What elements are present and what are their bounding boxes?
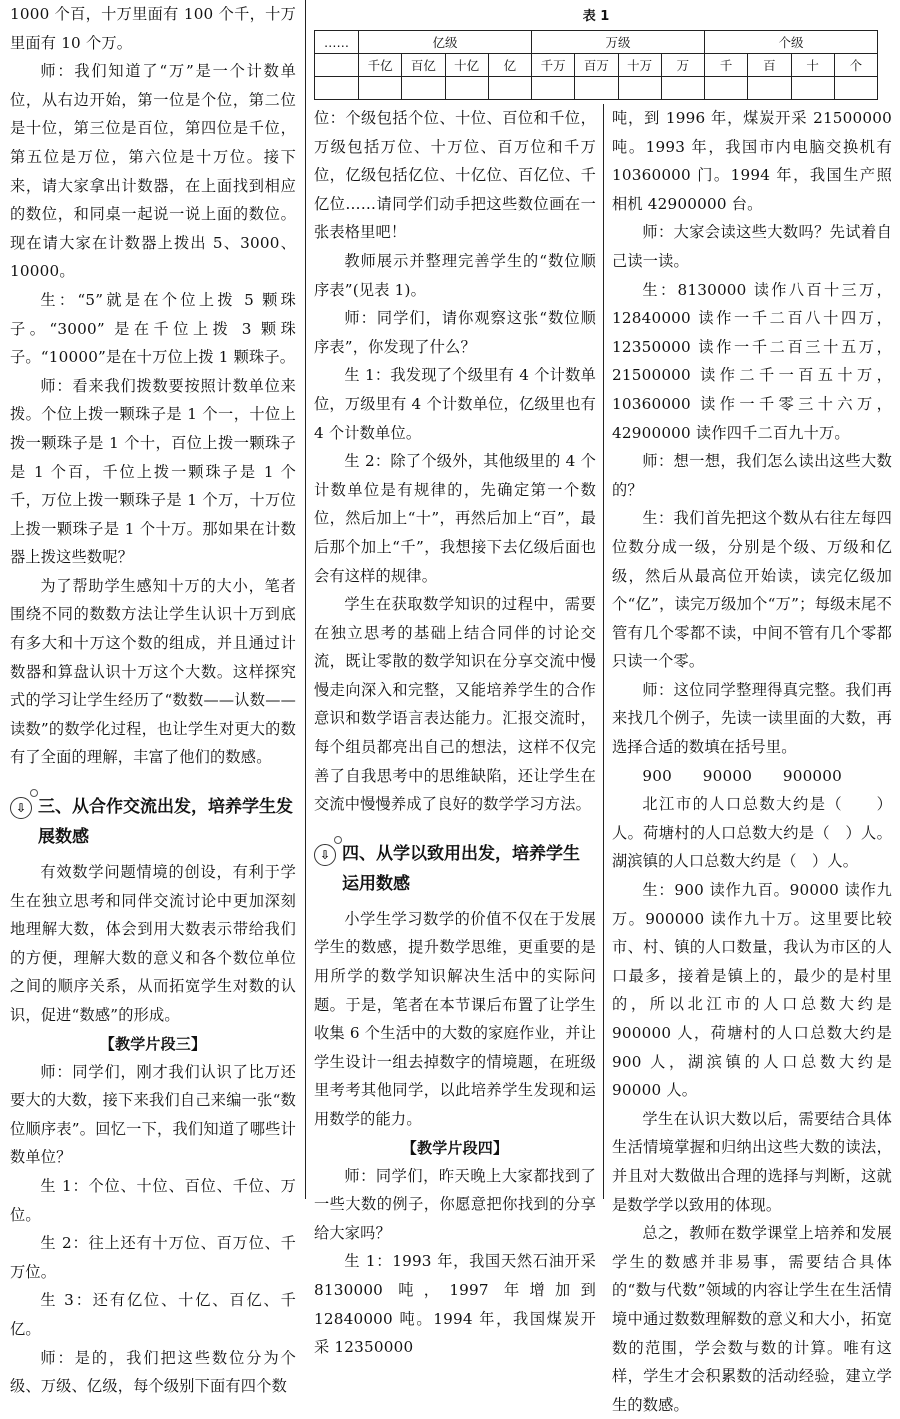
column-divider-right — [603, 104, 604, 1199]
paragraph: 生 2：除了个级外，其他级里的 4 个计数单位是有规律的，先确定第一个数位，然后加上“十”，再然后加上“百”，最后那个加上“千”，我想接下去亿级后面也会有这样的规律。 — [314, 452, 596, 585]
table-cell: 个 — [834, 54, 877, 77]
table-row — [315, 31, 878, 54]
paragraph: 小学生学习数学的价值不仅在于发展学生的数感，提升数学思维，更重要的是用所学的数学知识解决生活中的实际问题。于是，笔者在本节课后布置了让学生收集 6 个生活中的大数的家庭作业，并让学生设计一组去掉数字的情境题，在班级里考考其他同学，以此培养学生发现和运用数学的能力。 — [314, 909, 596, 1128]
paragraph: 师：想一想，我们怎么读出这些大数的？ — [612, 452, 892, 499]
paragraph: 学生在认识大数以后，需要结合具体生活情境掌握和归纳出这些大数的读法，并且对大数做出合理的选择与判断，这就是数学学以致用的体现。 — [612, 1109, 892, 1214]
paragraph: 师：我们知道了“万”是一个计数单位，从右边开始，第一位是个位，第二位是十位，第三位是百位，第四位是千位，第五位是万位，第六位是十万位。接下来，请大家拿出计数器，在上面找到相应的数位，和同桌一起说一说上面的数位。现在请大家在计数器上拨出 5、3000、10000。 — [10, 62, 296, 281]
paragraph: 师：同学们，刚才我们认识了比万还要大的大数，接下来我们自己来编一张“数位顺序表”。回忆一下，我们知道了哪些计数单位？ — [10, 1062, 296, 1167]
paragraph: 学生在获取数学知识的过程中，需要在独立思考的基础上结合同伴的讨论交流，既让零散的数学知识在分享交流中慢慢走向深入和完整，又能培养学生的合作意识和数学语言表达能力。汇报交流时，每个组员都亮出自己的想法，这样不仅完善了自我思考中的思维缺陷，还让学生在交流中慢慢养成了良好的数学学习方法。 — [314, 595, 596, 814]
paragraph: 生：我们首先把这个数从右往左每四位数分成一级，分别是个级、万级和亿级，然后从最高位开始读，读完亿级加个“亿”，读完万级加个“万”；每级末尾不管有几个零都不读，中间不管有几个零都只读一个零。 — [612, 509, 892, 671]
table-cell: 亿 — [488, 54, 531, 77]
table-cell: …… — [315, 31, 359, 54]
paragraph: 生 1：1993 年，我国天然石油开采 8130000 吨，1997 年增加到 12840000 吨。1994 年，我国煤炭开采 12350000 — [314, 1252, 596, 1357]
paragraph: 师：这位同学整理得真完整。我们再来找几个例子，先读一读里面的大数，再选择合适的数填在括号里。 — [612, 680, 892, 757]
paragraph: 生 2：往上还有十万位、百万位、千万位。 — [10, 1234, 296, 1281]
paragraph: 生：900 读作九百。90000 读作九万。900000 读作九十万。这里要比较市、村、镇的人口数量，我认为市区的人口最多，接着是镇上的，最少的是村里的，所以北江市的人口总数大约是 900000 人，荷塘村的人口总数大约是 900 人，湖滨镇的人口总数大约是 90000 人。 — [612, 881, 892, 1100]
table-cell: 十亿 — [445, 54, 488, 77]
paragraph: 位：个级包括个位、十位、百位和千位，万级包括万位、十万位、百万位和千万位，亿级包括亿位、十亿位、百亿位、千亿位……请同学们动手把这些数位画在一张表格里吧！ — [314, 109, 596, 242]
paragraph: 吨，到 1996 年，煤炭开采 21500000 吨。1993 年，我国市内电脑交换机有 10360000 门。1994 年，我国生产照相机 42900000 台。 — [612, 109, 892, 213]
paragraph: 师：同学们，昨天晚上大家都找到了一些大数的例子，你愿意把你找到的分享给大家吗？ — [314, 1166, 596, 1242]
section-heading-text: 三、从合作交流出发，培养学生发展数感 — [38, 797, 293, 848]
table-cell — [618, 77, 661, 100]
table-cell: 百万 — [575, 54, 618, 77]
column-3 — [612, 104, 892, 1419]
place-value-table — [314, 30, 878, 100]
table-cell: 千万 — [532, 54, 575, 77]
paragraph: 教师展示并整理完善学生的“数位顺序表”(见表 1)。 — [314, 251, 596, 299]
table-cell — [402, 77, 445, 100]
table-cell: 百 — [748, 54, 791, 77]
table-cell: 十万 — [618, 54, 661, 77]
table-cell: 千 — [705, 54, 748, 77]
paragraph: 师：大家会读这些大数吗？先试着自己读一读。 — [612, 223, 892, 270]
table-cell — [488, 77, 531, 100]
paragraph: 生：“5”就是在个位上拨 5 颗珠子。“3000” 是在千位上拨 3 颗珠子。“10000”是在十万位上拨 1 颗珠子。 — [10, 290, 296, 367]
table-cell — [532, 77, 575, 100]
column-divider-left — [305, 0, 306, 1199]
teaching-fragment-label: 【教学片段三】 — [99, 1034, 207, 1053]
column-1 — [10, 0, 296, 1401]
table-cell — [359, 77, 402, 100]
down-arrow-icon: ⇩ — [10, 797, 32, 819]
table-group-header: 亿级 — [359, 31, 532, 54]
teaching-fragment-label: 【教学片段四】 — [401, 1138, 509, 1157]
table-cell — [315, 54, 359, 77]
table-row — [315, 54, 878, 77]
paragraph: 北江市的人口总数大约是（ ）人。荷塘村的人口总数大约是（ ）人。湖滨镇的人口总数大约是（ ）人。 — [612, 795, 892, 871]
table-cell: 千亿 — [359, 54, 402, 77]
paragraph: 生 3：还有亿位、十亿、百亿、千亿。 — [10, 1291, 296, 1338]
table-cell — [748, 77, 791, 100]
table-cell: 十 — [791, 54, 834, 77]
table-title: 表 1 — [582, 9, 610, 24]
table-cell — [791, 77, 834, 100]
table-cell: 百亿 — [402, 54, 445, 77]
paragraph: 生 1：个位、十位、百位、千位、万位。 — [10, 1176, 296, 1224]
section-heading-text: 四、从学以致用出发，培养学生运用数感 — [342, 843, 580, 894]
paragraph: 为了帮助学生感知十万的大小，笔者围绕不同的数数方法让学生认识十万到底有多大和十万这个数的组成，并且通过计数器和算盘认识十万这个大数。这样探究式的学习让学生经历了“数数——认数——读数”的数学化过程，也让学生对更大的数有了全面的理解，丰富了他们的数感。 — [10, 576, 296, 767]
table-1 — [314, 8, 878, 100]
paragraph: 师：看来我们拨数要按照计数单位来拨。个位上拨一颗珠子是 1 个一，十位上拨一颗珠子是 1 个十，百位上拨一颗珠子是 1 个百，千位上拨一颗珠子是 1 个千，万位上拨一颗珠子是 1 个万，十万位上拨一颗珠子是 1 个十万。那如果在计数器上拨这些数呢？ — [10, 376, 296, 567]
table-cell — [575, 77, 618, 100]
paragraph: 生 1：我发现了个级里有 4 个计数单位，万级里有 4 个计数单位，亿级里也有 4 个计数单位。 — [314, 366, 596, 442]
paragraph: 有效数学问题情境的创设，有利于学生在独立思考和同伴交流讨论中更加深刻地理解大数，体会到用大数表示带给我们的方便，理解大数的意义和各个数位单位之间的顺序关系，从而拓宽学生对数的认识，促进“数感”的形成。 — [10, 863, 296, 1024]
table-cell — [705, 77, 748, 100]
table-group-header: 个级 — [705, 31, 878, 54]
paragraph: 师：是的，我们把这些数位分为个级、万级、亿级，每个级别下面有四个数 — [10, 1348, 296, 1396]
paragraph: 生：8130000 读作八百十三万，12840000 读作一千二百八十四万，12350000 读作一千二百三十五万，21500000 读作二千一百五十万，10360000 读作一千零三十六万，42900000 读作四千二百九十万。 — [612, 280, 892, 442]
section-heading-3 — [10, 792, 296, 852]
table-cell — [445, 77, 488, 100]
number-options: 900 90000 900000 — [642, 766, 843, 785]
table-cell — [661, 77, 704, 100]
table-cell — [834, 77, 877, 100]
paragraph: 师：同学们，请你观察这张“数位顺序表”，你发现了什么？ — [314, 309, 596, 356]
section-heading-4 — [314, 839, 596, 899]
column-2 — [314, 104, 596, 1362]
table-cell: 万 — [661, 54, 704, 77]
paragraph: 1000 个百，十万里面有 100 个千，十万里面有 10 个万。 — [10, 5, 296, 52]
paragraph: 总之，教师在数学课堂上培养和发展学生的数感并非易事，需要结合具体的“数与代数”领域的内容让学生在生活情境中通过数数理解数的意义和大小，拓宽数的范围，学会数与数的计算。唯有这样，学生才会积累数的活动经验，建立学生的数感。 — [612, 1224, 892, 1414]
down-arrow-icon: ⇩ — [314, 844, 336, 866]
table-row — [315, 77, 878, 100]
table-cell — [315, 77, 359, 100]
table-group-header: 万级 — [532, 31, 705, 54]
